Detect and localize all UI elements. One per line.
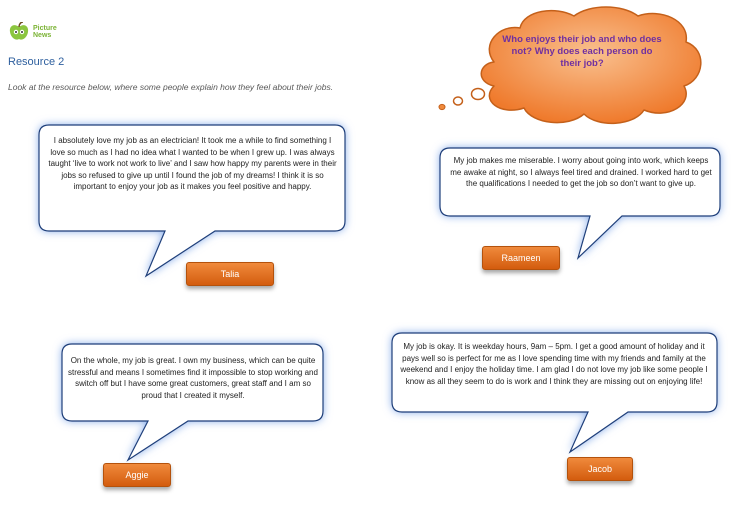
logo-word-picture: Picture [33,25,57,32]
name-tag-aggie: Aggie [103,463,171,487]
logo-word-news: News [33,32,52,39]
speech-text-aggie: On the whole, my job is great. I own my business, which can be quite stressful and means I sometimes find it impossible to stop working and switch off but I have some great customers, great staff and I am so proud that I created it myself. [68,356,318,400]
resource-title: Resource 2 [8,56,65,68]
thought-question: Who enjoys their job and who does not? Why does each person do their job? [502,34,662,69]
name-tag-jacob: Jacob [567,457,633,481]
name-tag-raameen: Raameen [482,246,560,270]
speech-text-talia: I absolutely love my job as an electrician! It took me a while to find something I love so much as I had no idea what I wanted to be when I grew up. I was always taught ‘live to work not work to live’ and I saw how happy my parents were in their jobs so refused to give up until I found the job of my dreams! I think it is so important to enjoy your job as it makes you feel positive and happy. [48,136,337,192]
name-tag-talia: Talia [186,262,274,286]
instructions: Look at the resource below, where some people explain how they feel about their jobs. [8,82,334,92]
speech-text-raameen: My job makes me miserable. I worry about going into work, which keeps me awake at night, so I always feel tired and drained. I worked hard to get the qualifications I needed to get the job so don’t want to give up. [450,156,712,189]
speech-text-jacob: My job is okay. It is weekday hours, 9am – 5pm. I get a good amount of holiday and it pays well so is perfect for me as I love spending time with my friends and family at the weekend and I enjoy the holiday time. I am glad I do not love my job like some people I know as all they seem to do is work and I think they are missing out on enjoying life! [400,342,708,386]
